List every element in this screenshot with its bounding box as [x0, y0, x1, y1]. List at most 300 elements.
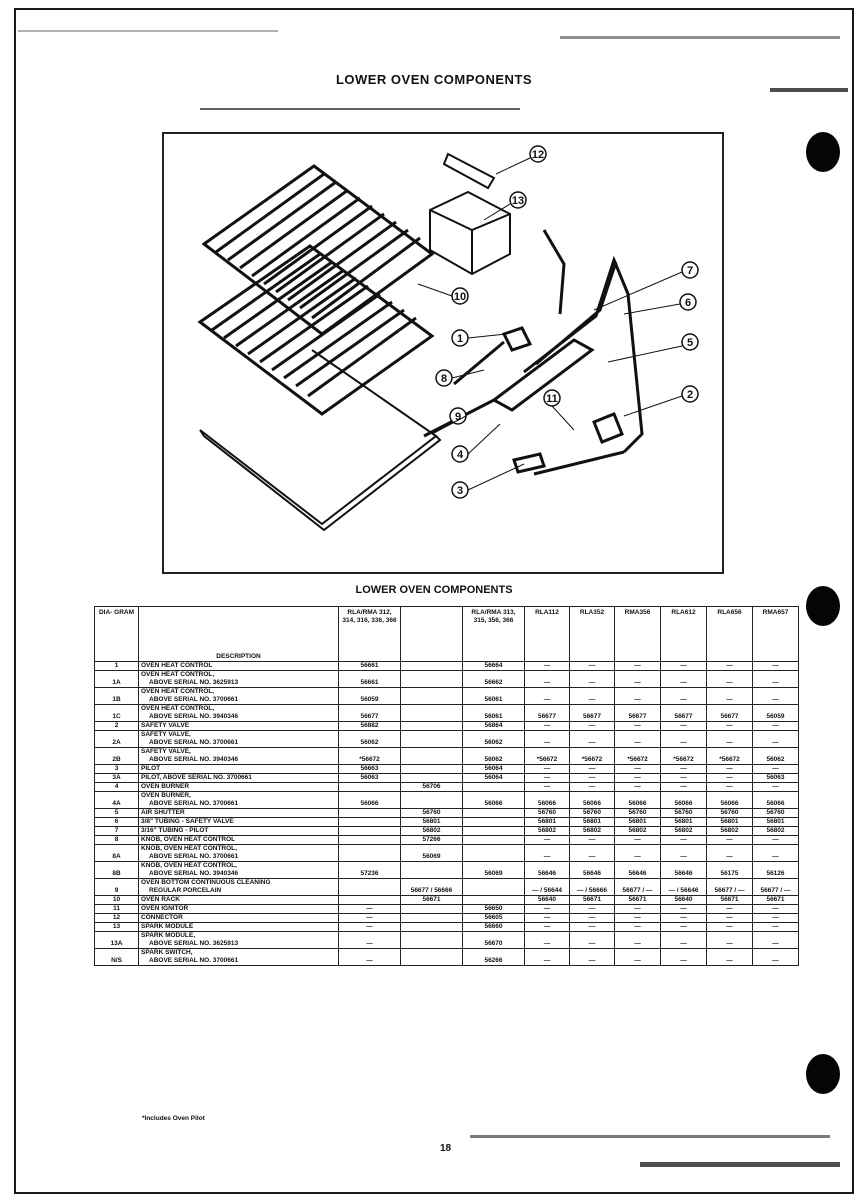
part-number-cell: —: [570, 923, 615, 932]
part-number-cell: —: [525, 731, 570, 748]
part-number-cell: —: [570, 688, 615, 705]
part-number-cell: —: [661, 783, 707, 792]
description-line: ABOVE SERIAL NO. 3700661: [149, 800, 239, 807]
table-row: [95, 765, 799, 774]
part-number-cell: —: [707, 774, 753, 783]
table-row: [95, 688, 799, 705]
part-number-cell: [401, 748, 463, 765]
callout-markers: [436, 146, 698, 498]
part-number-cell: 56063: [753, 774, 799, 783]
diagram-number-cell: 3A: [95, 774, 139, 783]
part-number-cell: *56672: [707, 748, 753, 765]
part-number-cell: —: [707, 722, 753, 731]
description-line: PILOT, ABOVE SERIAL NO. 3700661: [141, 774, 252, 781]
table-row: [95, 792, 799, 809]
part-number-cell: 56760: [570, 809, 615, 818]
part-number-cell: —: [707, 671, 753, 688]
part-number-cell: 56066: [707, 792, 753, 809]
column-header-rma657: RMA657: [753, 607, 799, 662]
part-number-cell: —: [570, 836, 615, 845]
part-number-cell: —: [339, 914, 401, 923]
part-number-cell: 56671: [570, 896, 615, 905]
description-cell: [139, 809, 339, 818]
part-number-cell: 56066: [525, 792, 570, 809]
part-number-cell: —: [570, 662, 615, 671]
column-header-rla352: RLA352: [570, 607, 615, 662]
part-number-cell: 56605: [463, 914, 525, 923]
part-number-cell: 56662: [463, 671, 525, 688]
diagram-number-cell: 2A: [95, 731, 139, 748]
part-number-cell: —: [615, 905, 661, 914]
column-header-diagram: DIA- GRAM: [95, 607, 139, 662]
column-header-rla612: RLA612: [661, 607, 707, 662]
part-number-cell: —: [615, 662, 661, 671]
part-number-cell: —: [525, 662, 570, 671]
table-row: [95, 827, 799, 836]
part-number-cell: —: [661, 774, 707, 783]
description-cell: [139, 914, 339, 923]
part-number-cell: 56677: [570, 705, 615, 722]
description-line: REGULAR PORCELAIN: [149, 887, 222, 894]
part-number-cell: —: [753, 932, 799, 949]
part-number-cell: —: [753, 722, 799, 731]
part-number-cell: —: [707, 932, 753, 949]
part-number-cell: —: [707, 949, 753, 966]
part-number-cell: 56760: [401, 809, 463, 818]
description-line: 3/8" TUBING - SAFETY VALVE: [141, 818, 234, 825]
part-number-cell: [401, 671, 463, 688]
callout-10: 10: [453, 291, 467, 303]
table-row: [95, 809, 799, 818]
part-number-cell: 56663: [339, 765, 401, 774]
title-underline: [200, 108, 520, 110]
part-number-cell: *56672: [525, 748, 570, 765]
part-number-cell: 56066: [570, 792, 615, 809]
description-line: OVEN BURNER: [141, 783, 190, 790]
part-number-cell: 56062: [463, 731, 525, 748]
description-cell: [139, 765, 339, 774]
part-number-cell: —: [661, 671, 707, 688]
punch-hole-bottom: [806, 1054, 840, 1094]
part-number-cell: —: [661, 845, 707, 862]
part-number-cell: —: [707, 914, 753, 923]
description-cell: [139, 879, 339, 896]
column-header-rla656: RLA656: [707, 607, 753, 662]
part-number-cell: 56760: [707, 809, 753, 818]
part-number-cell: 56802: [401, 827, 463, 836]
description-line: CONNECTOR: [141, 914, 183, 921]
part-number-cell: —: [525, 923, 570, 932]
part-number-cell: 56064: [463, 765, 525, 774]
table-row: [95, 896, 799, 905]
diagram-number-cell: 5: [95, 809, 139, 818]
ignitor-bracket: [444, 154, 494, 188]
part-number-cell: 56646: [525, 862, 570, 879]
part-number-cell: 56671: [615, 896, 661, 905]
description-cell: [139, 949, 339, 966]
callout-5: 5: [686, 337, 694, 349]
part-number-cell: —: [339, 923, 401, 932]
table-row: [95, 818, 799, 827]
part-number-cell: —: [615, 836, 661, 845]
part-number-cell: 56066: [753, 792, 799, 809]
diagram-number-cell: 1B: [95, 688, 139, 705]
description-cell: [139, 688, 339, 705]
part-number-cell: — / 56644: [525, 879, 570, 896]
table-row: [95, 722, 799, 731]
part-number-cell: 56882: [339, 722, 401, 731]
description-cell: [139, 671, 339, 688]
part-number-cell: —: [753, 845, 799, 862]
part-number-cell: 56650: [463, 905, 525, 914]
description-line: ABOVE SERIAL NO. 3940346: [149, 713, 239, 720]
part-number-cell: 56677 / 56666: [401, 879, 463, 896]
callout-11: 11: [546, 393, 558, 405]
part-number-cell: —: [339, 932, 401, 949]
part-number-cell: —: [339, 949, 401, 966]
part-number-cell: 56802: [753, 827, 799, 836]
description-line: OVEN IGNITOR: [141, 905, 189, 912]
table-row: [95, 783, 799, 792]
diagram-number-cell: 1C: [95, 705, 139, 722]
part-number-cell: —: [753, 662, 799, 671]
callout-9: 9: [454, 411, 462, 423]
table-row: [95, 836, 799, 845]
description-cell: [139, 783, 339, 792]
part-number-cell: —: [753, 671, 799, 688]
description-cell: [139, 896, 339, 905]
description-cell: [139, 818, 339, 827]
part-number-cell: *56672: [661, 748, 707, 765]
description-cell: [139, 905, 339, 914]
column-header-spacer: [401, 607, 463, 662]
part-number-cell: 57266: [401, 836, 463, 845]
part-number-cell: [401, 932, 463, 949]
part-number-cell: —: [661, 905, 707, 914]
part-number-cell: —: [707, 905, 753, 914]
part-number-cell: —: [525, 783, 570, 792]
table-footnote: *Includes Oven Pilot: [142, 1115, 205, 1122]
punch-hole-top: [806, 132, 840, 172]
diagram-number-cell: 9: [95, 879, 139, 896]
description-line: PILOT: [141, 765, 161, 772]
part-number-cell: 56802: [525, 827, 570, 836]
part-number-cell: 56760: [661, 809, 707, 818]
part-number-cell: —: [615, 731, 661, 748]
part-number-cell: —: [525, 905, 570, 914]
part-number-cell: — / 56646: [661, 879, 707, 896]
column-header-rla112: RLA112: [525, 607, 570, 662]
part-number-cell: —: [525, 845, 570, 862]
part-number-cell: —: [753, 949, 799, 966]
part-number-cell: —: [525, 932, 570, 949]
scan-noise: [18, 30, 278, 32]
part-number-cell: [339, 836, 401, 845]
part-number-cell: —: [615, 949, 661, 966]
table-title: LOWER OVEN COMPONENTS: [355, 584, 513, 596]
part-number-cell: 56061: [463, 688, 525, 705]
part-number-cell: 56646: [570, 862, 615, 879]
description-line: OVEN BOTTOM CONTINUOUS CLEANING: [141, 879, 271, 886]
part-number-cell: 56677: [339, 705, 401, 722]
part-number-cell: 56059: [339, 688, 401, 705]
part-number-cell: 56062: [339, 731, 401, 748]
description-line: 3/16" TUBING - PILOT: [141, 827, 209, 834]
page-title: LOWER OVEN COMPONENTS: [335, 72, 533, 87]
callout-12: 12: [531, 149, 545, 161]
part-number-cell: 56671: [401, 896, 463, 905]
part-number-cell: 56640: [525, 896, 570, 905]
part-number-cell: [463, 896, 525, 905]
part-number-cell: —: [753, 688, 799, 705]
part-number-cell: 56677: [525, 705, 570, 722]
table-row: [95, 731, 799, 748]
part-number-cell: 56760: [753, 809, 799, 818]
column-header-model-group-1: RLA/RMA 312, 314, 316, 336, 366: [339, 607, 401, 662]
part-number-cell: —: [661, 949, 707, 966]
part-number-cell: —: [570, 765, 615, 774]
description-line: OVEN HEAT CONTROL,: [141, 688, 215, 695]
part-number-cell: —: [707, 662, 753, 671]
scan-noise: [770, 88, 848, 92]
part-number-cell: [463, 845, 525, 862]
diagram-number-cell: 8B: [95, 862, 139, 879]
diagram-number-cell: 13A: [95, 932, 139, 949]
part-number-cell: 56660: [463, 923, 525, 932]
part-number-cell: —: [661, 914, 707, 923]
part-number-cell: — / 56666: [570, 879, 615, 896]
diagram-number-cell: 11: [95, 905, 139, 914]
exploded-parts-diagram: [162, 132, 724, 574]
part-number-cell: 56802: [615, 827, 661, 836]
part-number-cell: 56801: [401, 818, 463, 827]
description-line: OVEN RACK: [141, 896, 181, 903]
part-number-cell: —: [570, 914, 615, 923]
description-line: OVEN HEAT CONTROL,: [141, 671, 215, 678]
description-line: KNOB, OVEN HEAT CONTROL,: [141, 862, 237, 869]
description-line: OVEN HEAT CONTROL: [141, 662, 213, 669]
scan-noise: [560, 36, 840, 39]
part-number-cell: 56801: [615, 818, 661, 827]
diagram-number-cell: 2: [95, 722, 139, 731]
part-number-cell: 56126: [753, 862, 799, 879]
description-line: ABOVE SERIAL NO. 3625913: [149, 940, 239, 947]
burner-tubing: [424, 230, 642, 474]
table-row: [95, 705, 799, 722]
description-line: SAFETY VALVE: [141, 722, 190, 729]
part-number-cell: 56069: [463, 862, 525, 879]
part-number-cell: —: [615, 671, 661, 688]
description-cell: [139, 774, 339, 783]
part-number-cell: 56802: [661, 827, 707, 836]
part-number-cell: [339, 827, 401, 836]
part-number-cell: —: [707, 731, 753, 748]
part-number-cell: 56661: [339, 662, 401, 671]
part-number-cell: —: [707, 845, 753, 862]
part-number-cell: 56661: [339, 671, 401, 688]
part-number-cell: [401, 949, 463, 966]
part-number-cell: 56801: [570, 818, 615, 827]
description-cell: [139, 923, 339, 932]
part-number-cell: 56801: [661, 818, 707, 827]
part-number-cell: —: [661, 932, 707, 949]
part-number-cell: [339, 809, 401, 818]
part-number-cell: —: [753, 914, 799, 923]
part-number-cell: *56672: [339, 748, 401, 765]
description-cell: [139, 722, 339, 731]
part-number-cell: 56266: [463, 949, 525, 966]
part-number-cell: 57236: [339, 862, 401, 879]
part-number-cell: 56802: [570, 827, 615, 836]
description-line: KNOB, OVEN HEAT CONTROL,: [141, 845, 237, 852]
part-number-cell: —: [661, 722, 707, 731]
part-number-cell: [339, 818, 401, 827]
diagram-number-cell: 7: [95, 827, 139, 836]
part-number-cell: 56801: [753, 818, 799, 827]
page-number: 18: [440, 1143, 452, 1154]
table-row: [95, 748, 799, 765]
part-number-cell: 56677: [615, 705, 661, 722]
diagram-number-cell: 13: [95, 923, 139, 932]
part-number-cell: —: [753, 731, 799, 748]
description-cell: [139, 748, 339, 765]
spark-module-box: [430, 192, 510, 274]
part-number-cell: —: [525, 949, 570, 966]
description-cell: [139, 836, 339, 845]
part-number-cell: 56175: [707, 862, 753, 879]
part-number-cell: 56066: [661, 792, 707, 809]
description-line: ABOVE SERIAL NO. 3700661: [149, 739, 239, 746]
description-line: OVEN HEAT CONTROL,: [141, 705, 215, 712]
table-row: [95, 662, 799, 671]
part-number-cell: —: [661, 765, 707, 774]
part-number-cell: [401, 765, 463, 774]
part-number-cell: —: [707, 836, 753, 845]
column-header-rma356: RMA356: [615, 607, 661, 662]
part-number-cell: 56670: [463, 932, 525, 949]
part-number-cell: *56672: [570, 748, 615, 765]
part-number-cell: [401, 923, 463, 932]
callout-leaders: [418, 158, 682, 490]
callout-4: 4: [456, 449, 464, 461]
part-number-cell: 56063: [339, 774, 401, 783]
part-number-cell: [401, 722, 463, 731]
part-number-cell: —: [525, 688, 570, 705]
description-line: SPARK MODULE: [141, 923, 194, 930]
parts-table-body: [95, 662, 799, 966]
diagram-drawing: [164, 134, 722, 572]
callout-3: 3: [456, 485, 464, 497]
part-number-cell: [401, 862, 463, 879]
diagram-number-cell: 8: [95, 836, 139, 845]
diagram-number-cell: 4A: [95, 792, 139, 809]
part-number-cell: —: [707, 688, 753, 705]
part-number-cell: —: [661, 662, 707, 671]
part-number-cell: —: [570, 731, 615, 748]
part-number-cell: [401, 731, 463, 748]
description-cell: [139, 845, 339, 862]
part-number-cell: —: [570, 932, 615, 949]
part-number-cell: —: [525, 722, 570, 731]
part-number-cell: —: [615, 923, 661, 932]
description-line: ABOVE SERIAL NO. 3940346: [149, 870, 239, 877]
table-row: [95, 923, 799, 932]
description-line: ABOVE SERIAL NO. 3700661: [149, 696, 239, 703]
description-cell: [139, 932, 339, 949]
part-number-cell: —: [661, 731, 707, 748]
part-number-cell: 56062: [463, 748, 525, 765]
part-number-cell: —: [707, 923, 753, 932]
part-number-cell: [463, 809, 525, 818]
callout-7: 7: [686, 265, 694, 277]
part-number-cell: [401, 705, 463, 722]
part-number-cell: 56760: [615, 809, 661, 818]
callout-2: 2: [686, 389, 694, 401]
scan-noise: [470, 1135, 830, 1138]
part-number-cell: 56061: [463, 705, 525, 722]
part-number-cell: —: [615, 688, 661, 705]
description-line: SPARK SWITCH,: [141, 949, 193, 956]
description-line: AIR SHUTTER: [141, 809, 185, 816]
description-line: SPARK MODULE,: [141, 932, 196, 939]
part-number-cell: 56706: [401, 783, 463, 792]
parts-table: [94, 606, 799, 966]
diagram-number-cell: 1A: [95, 671, 139, 688]
callout-8: 8: [440, 373, 448, 385]
part-number-cell: [339, 783, 401, 792]
part-number-cell: —: [570, 671, 615, 688]
part-number-cell: —: [753, 923, 799, 932]
part-number-cell: 56864: [463, 722, 525, 731]
description-line: ABOVE SERIAL NO. 3940346: [149, 756, 239, 763]
table-row: [95, 949, 799, 966]
part-number-cell: 56059: [753, 705, 799, 722]
table-row: [95, 905, 799, 914]
table-row: [95, 862, 799, 879]
part-number-cell: —: [525, 774, 570, 783]
diagram-number-cell: 1: [95, 662, 139, 671]
part-number-cell: [339, 845, 401, 862]
part-number-cell: [401, 662, 463, 671]
description-cell: [139, 731, 339, 748]
diagram-number-cell: 8A: [95, 845, 139, 862]
part-number-cell: 56062: [753, 748, 799, 765]
part-number-cell: —: [615, 914, 661, 923]
part-number-cell: —: [707, 765, 753, 774]
description-cell: [139, 792, 339, 809]
part-number-cell: 56677: [661, 705, 707, 722]
part-number-cell: —: [570, 949, 615, 966]
part-number-cell: 56677 / —: [615, 879, 661, 896]
part-number-cell: 56066: [463, 792, 525, 809]
part-number-cell: —: [707, 783, 753, 792]
part-number-cell: —: [570, 722, 615, 731]
part-number-cell: [463, 783, 525, 792]
column-header-model-group-2: RLA/RMA 313, 315, 356, 366: [463, 607, 525, 662]
table-row: [95, 671, 799, 688]
part-number-cell: 56801: [525, 818, 570, 827]
table-header-row: [95, 607, 799, 662]
part-number-cell: —: [615, 783, 661, 792]
diagram-number-cell: 10: [95, 896, 139, 905]
part-number-cell: [401, 688, 463, 705]
part-number-cell: —: [525, 836, 570, 845]
part-number-cell: —: [615, 765, 661, 774]
description-line: ABOVE SERIAL NO. 3700661: [149, 957, 239, 964]
description-cell: [139, 862, 339, 879]
part-number-cell: —: [615, 774, 661, 783]
part-number-cell: —: [615, 932, 661, 949]
